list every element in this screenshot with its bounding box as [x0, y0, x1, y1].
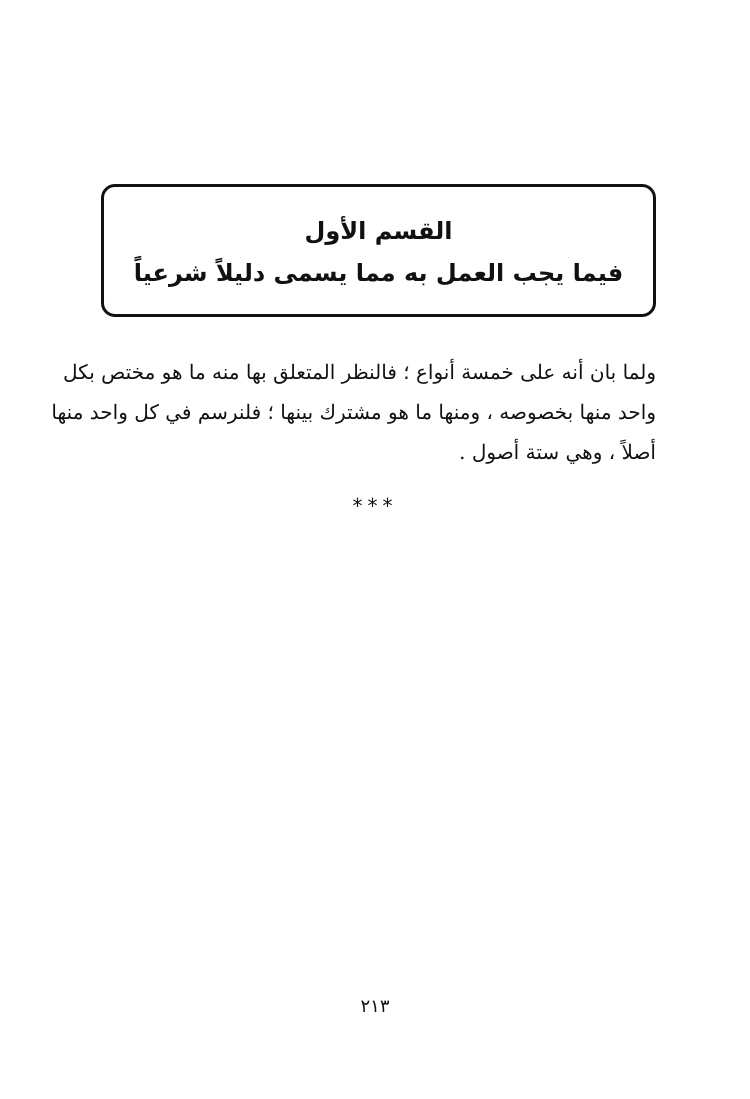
section-heading-box [101, 184, 656, 317]
page-number: ٢١٣ [360, 996, 390, 1017]
body-line-3: أصلاً ، وهي ستة أصول . [459, 440, 656, 464]
body-line-2: واحد منها بخصوصه ، ومنها ما هو مشترك بينها ؛ فلنرسم في كل واحد منها [51, 400, 656, 424]
body-paragraph [51, 352, 656, 472]
section-subtitle: فيما يجب العمل به مما يسمى دليلاً شرعياً [133, 259, 624, 287]
section-title: القسم الأول [304, 217, 453, 245]
body-line-1: ولما بان أنه على خمسة أنواع ؛ فالنظر المتعلق بها منه ما هو مختص بكل [63, 360, 656, 384]
asterisk-separator: *** [352, 494, 398, 518]
